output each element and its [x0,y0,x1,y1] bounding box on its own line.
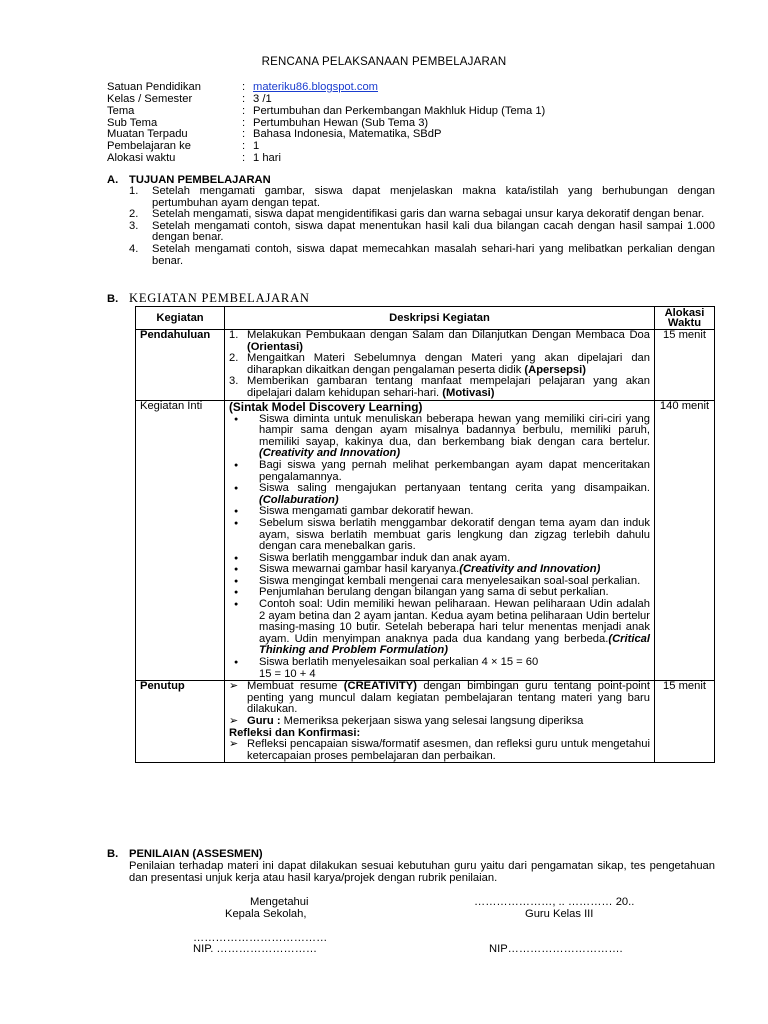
list-item [259,483,650,506]
item-tag: (Creativity and Innovation) [459,563,601,576]
sig-right-nip: NIP…………………………. [489,943,623,955]
inti-heading: (Sintak Model Discovery Learning) [229,399,423,414]
item-text: Melakukan Pembukaan dengan Salam dan Dilanjutkan Dengan Membaca Doa [247,329,650,341]
meta-value: 1 [253,140,260,152]
row-name: Kegiatan Inti [136,400,225,681]
header-alokasi: Alokasi Waktu [655,307,715,330]
arrow-icon: ➢ [229,715,239,727]
meta-colon: : [242,93,246,105]
table-row [136,400,715,681]
section-b-letter: B. [107,293,119,305]
item-text: Memeriksa pekerjaan siswa yang selesai langsung diperiksa [280,715,584,727]
item-text: Memberikan gambaran tentang manfaat mempelajari pelajaran yang akan dipelajari dalam kehidupan sehari-hari. [247,375,650,399]
header-deskripsi: Deskripsi Kegiatan [225,307,655,330]
section-b-title: KEGIATAN PEMBELAJARAN [129,291,310,305]
arrow-icon: ➢ [229,738,239,751]
meta-colon: : [242,152,246,164]
item-text: Setelah mengamati contoh, siswa dapat memecahkan masalah sehari-hari yang melibatkan perkalian dengan benar. [152,242,715,267]
row-name: Penutup [136,681,225,763]
item-text: Bagi siswa yang pernah melihat perkembangan ayam dapat menceritakan pengalamannya. [259,458,650,483]
meta-value: Pertumbuhan Hewan (Sub Tema 3) [253,117,429,129]
list-item [229,681,650,716]
header-kegiatan: Kegiatan [136,307,225,330]
row-alokasi: 140 menit [655,400,715,681]
table-row [136,681,715,763]
meta-label: Alokasi waktu [107,152,176,164]
section-a-letter: A. [107,174,119,186]
meta-label: Satuan Pendidikan [107,81,201,93]
list-item [229,739,650,762]
item-number: 4. [129,242,139,255]
objectives-list [129,186,715,267]
list-item [129,244,715,267]
arrow-icon: ➢ [229,680,239,693]
section-a-title: TUJUAN PEMBELAJARAN [129,174,271,186]
section-c-letter: B. [107,848,119,860]
item-text: Setelah mengamati, siswa dapat mengidentifikasi garis dan warna sebagai unsur karya dekoratif dengan benar. [152,208,705,221]
item-text: Siswa mengingat kembali mengenai cara menyelesaikan soal-soal perkalian. [259,574,641,587]
item-text: Penjumlahan berulang dengan bilangan yang sama di sebut perkalian. [259,586,609,599]
assessment-text: Penilaian terhadap materi ini dapat dilakukan sesuai kebutuhan guru yaitu dari pengamatan sikap, tes pengetahuan dan presentasi unjuk kerja atau hasil karya/projek dengan rubrik penilaian. [129,860,715,884]
item-text: Siswa diminta untuk menuliskan beberapa hewan yang memiliki ciri-ciri yang hampir sama dengan ayam misalnya badannya berbulu, memiliki paruh, memiliki sayap, kakinya dua, dan berkembang biak dengan cara bertelur. [259,412,650,448]
meta-label: Muatan Terpadu [107,128,188,140]
item-text: Setelah mengamati contoh, siswa dapat menentukan hasil kali dua bilangan cacah dengan hasil sampai 1.000 dengan benar. [152,219,715,244]
item-number: 1. [229,329,239,341]
item-number: 2. [229,352,239,365]
sig-right-line2: Guru Kelas III [525,908,594,920]
item-text: Siswa saling mengajukan pertanyaan tentang cerita yang disampaikan. [259,482,650,495]
item-tag: (Orientasi) [247,340,303,353]
meta-label: Tema [107,105,135,117]
list-item [129,221,715,244]
table-header-row [136,307,715,330]
meta-colon: : [242,140,246,152]
item-number: 2. [129,208,139,221]
page-title: RENCANA PELAKSANAAN PEMBELAJARAN [261,56,507,68]
row-alokasi: 15 menit [655,681,715,763]
meta-value: Pertumbuhan dan Perkembangan Makhluk Hidup (Tema 1) [253,105,546,117]
list-item [229,330,650,353]
list-item [229,353,650,376]
table-row [136,330,715,401]
item-text: Siswa mengamati gambar dekoratif hewan. [259,505,474,518]
meta-colon: : [242,105,246,117]
row-description [225,330,655,401]
item-text: Siswa mewarnai gambar hasil karyanya. [259,563,460,576]
list-item [259,414,650,460]
section-c-title: PENILAIAN (ASSESMEN) [129,848,263,860]
row-description [225,400,655,681]
list-item [129,186,715,209]
meta-value: Bahasa Indonesia, Matematika, SBdP [253,128,442,140]
item-number: 3. [229,375,239,388]
item-text: Refleksi pencapaian siswa/formatif asesmen, dan refleksi guru untuk mengetahui ketercapaian proses pembelajaran dan perbaikan. [247,738,650,762]
meta-value: 1 hari [253,152,281,164]
meta-colon: : [242,81,246,93]
meta-value: 3 /1 [253,93,272,105]
meta-label: Sub Tema [107,117,158,129]
row-alokasi: 15 menit [655,330,715,401]
item-text: Siswa berlatih menyelesaikan soal perkalian 4 × 15 = 60 [259,656,539,669]
list-item [229,716,650,728]
item-tag: (Collaburation) [259,493,339,506]
item-tag: (CREATIVITY) [343,680,417,693]
meta-colon: : [242,128,246,140]
item-tag: (Critical Thinking and Problem Formulation) [259,632,650,657]
item-text: Contoh soal: Udin memiliki hewan peliharaan. Hewan peliharaan Udin adalah 2 ayam betina dan 2 ayam jantan. Kedua ayam betina peliharaan Udin bertelur masing-masing 10 butir. Setelah beberapa hari telur menentas menjadi anak ayam. Udin menyimpan anaknya pada dua kandang yang berbeda. [259,598,650,645]
row-name: Pendahuluan [136,330,225,401]
list-item [259,657,650,680]
list-item [259,460,650,483]
list-item [259,518,650,553]
sig-right-line1: …………………, .. ………… 20.. [474,896,635,908]
sig-left-line1: Mengetahui [250,896,309,908]
refleksi-title: Refleksi dan Konfirmasi: [229,726,361,739]
item-text: Membuat resume [247,680,344,693]
item-text: Sebelum siswa berlatih menggambar dekoratif dengan tema ayam dan induk ayam, siswa berlatih membuat garis lengkung dan zigzag terlebih dahulu dengan cara menebalkan garis. [259,516,650,553]
meta-colon: : [242,117,246,129]
sig-left-nip: NIP. ……………………… [193,943,318,955]
item-tag: (Creativity and Innovation) [259,447,401,460]
item-tag: Guru : [247,715,281,727]
item-number: 3. [129,219,139,232]
meta-label: Pembelajaran ke [107,140,191,152]
item-tag: (Apersepsi) [524,363,586,376]
meta-label: Kelas / Semester [107,93,193,105]
item-tag: (Motivasi) [442,386,495,399]
sig-left-line2: Kepala Sekolah, [225,908,307,920]
inti-list [229,414,650,681]
activities-table [135,306,715,763]
item-number: 1. [129,185,139,197]
item-text: Mengaitkan Materi Sebelumnya dengan Materi yang akan dipelajari dan diharapkan dikaitkan dengan pengalaman peserta didik [247,352,650,376]
school-link[interactable]: materiku86.blogspot.com [253,81,378,93]
list-item [259,599,650,657]
item-extra: 15 = 10 + 4 [259,667,316,680]
sig-left-dots: ……………………………… [193,932,328,944]
item-text: Setelah mengamati gambar, siswa dapat menjelaskan makna kata/istilah yang berhubungan dengan pertumbuhan ayam dengan tepat. [152,185,715,209]
row-description [225,681,655,763]
item-text: Siswa berlatih menggambar induk dan anak ayam. [259,551,511,564]
list-item [229,376,650,399]
item-text: dengan bimbingan guru tentang point-point penting yang muncul dalam kegiatan pembelajaran tentang materi yang baru dilakukan. [247,680,650,716]
